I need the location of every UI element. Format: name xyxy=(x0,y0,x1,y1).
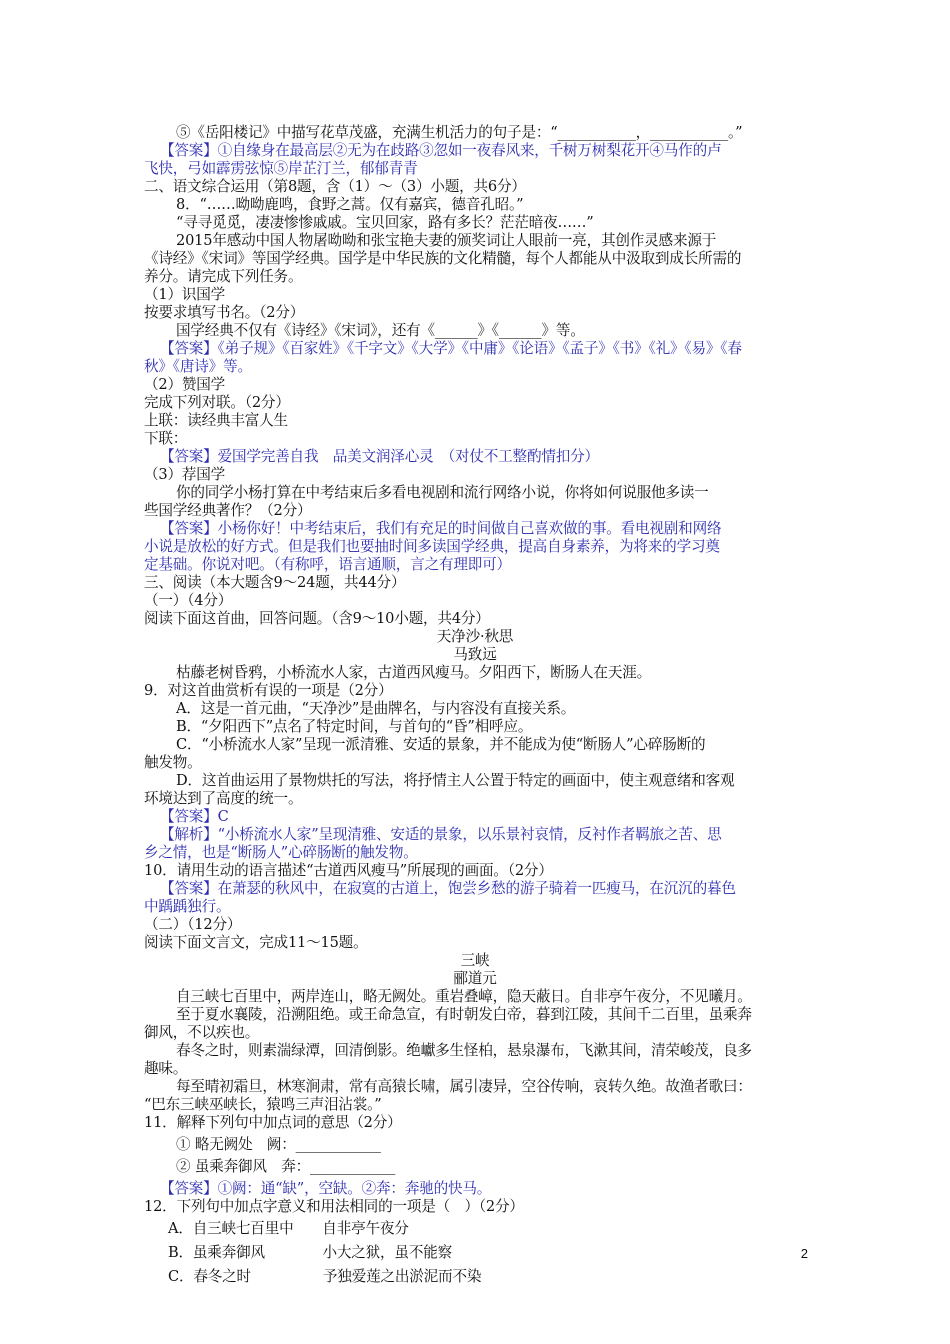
text-line: 阅读下面这首曲，回答问题。（含9～10小题，共4分） xyxy=(144,610,490,627)
passage-text: 春冬之时，则素湍绿潭，回清倒影。绝巘多生怪柏，悬泉瀑布，飞漱其间，清荣峻茂，良多 xyxy=(176,1042,752,1059)
text-line: 8．“……呦呦鹿鸣，食野之蒿。仅有嘉宾，德音孔昭。” xyxy=(176,196,524,213)
passage-author: 郦道元 xyxy=(453,970,497,987)
option-a: A．这是一首元曲，“天净沙”是曲牌名，与内容没有直接关系。 xyxy=(176,700,576,717)
answer-line: 小说是放松的好方式。但是我们也要抽时间多读国学经典，提高自身素养，为将来的学习奠 xyxy=(144,538,720,555)
text-line: 下联： xyxy=(144,430,188,447)
analysis-line: 【解析】“小桥流水人家”呈现清雅、安适的景象，以乐景衬哀情，反衬作者羁旅之苦、思 xyxy=(160,826,722,843)
subsection-heading: （2）赞国学 xyxy=(144,376,226,393)
question-11-item: ① 略无阙处 阙：____________ xyxy=(176,1136,381,1153)
answer-line: 【答案】《弟子规》《百家姓》《千字文》《大学》《中庸》《论语》《孟子》《书》《礼》《易》《春 xyxy=(160,340,742,357)
answer-line: 中踽踽独行。 xyxy=(144,898,231,915)
section-heading: 二、语文综合运用（第8题，含（1）～（3）小题，共6分） xyxy=(144,178,526,195)
text-line: 国学经典不仅有《诗经》《宋词》，还有《______》《______》等。 xyxy=(176,322,585,339)
passage-text: “巴东三峡巫峡长，猿鸣三声泪沾裳。” xyxy=(144,1096,382,1113)
text-line: 《诗经》《宋词》等国学经典。国学是中华民族的文化精髓，每个人都能从中汲取到成长所需的 xyxy=(144,250,742,267)
question-10: 10．请用生动的语言描述“古道西风瘦马”所展现的画面。（2分） xyxy=(144,862,553,879)
page-number: 2 xyxy=(800,1246,808,1261)
text-line: 完成下列对联。（2分） xyxy=(144,394,290,411)
answer-line: 【答案】①自缘身在最高层②无为在歧路③忽如一夜春风来，千树万树梨花开④马作的卢 xyxy=(160,142,722,159)
passage-text: 至于夏水襄陵，沿溯阻绝。或王命急宣，有时朝发白帝，暮到江陵，其间千二百里，虽乘奔 xyxy=(176,1006,752,1023)
answer-line: 【答案】小杨你好！中考结束后，我们有充足的时间做自己喜欢做的事。看电视剧和网络 xyxy=(160,520,722,537)
section-heading: 三、阅读（本大题含9～24题，共44分） xyxy=(144,574,406,591)
question-11-item: ② 虽乘奔御风 奔：____________ xyxy=(176,1158,396,1175)
text-line: 上联：读经典丰富人生 xyxy=(144,412,288,429)
text-line: “寻寻觅觅，凄凄惨惨戚戚。宝贝回家，路有多长？茫茫暗夜……” xyxy=(176,214,594,231)
answer-line: 【答案】C xyxy=(160,808,229,825)
option-a: A．自三峡七百里中 自非亭午夜分 xyxy=(168,1220,409,1237)
passage-text: 自三峡七百里中，两岸连山，略无阙处。重岩叠嶂，隐天蔽日。自非亭午夜分，不见曦月。 xyxy=(176,988,752,1005)
text-line: 你的同学小杨打算在中考结束后多看电视剧和流行网络小说，你将如何说服他多读一 xyxy=(176,484,709,501)
option-d: D．这首曲运用了景物烘托的写法，将抒情主人公置于特定的画面中，使主观意绪和客观 xyxy=(176,772,735,789)
option-c-cont: 触发物。 xyxy=(144,754,202,771)
text-line: ⑤《岳阳楼记》中描写花草茂盛，充满生机活力的句子是：“___________，___________。” xyxy=(176,124,743,141)
analysis-line: 乡之情，也是“断肠人”心碎肠断的触发物。 xyxy=(144,844,418,861)
answer-line: 秋》《唐诗》等。 xyxy=(144,358,252,375)
option-c: C．“小桥流水人家”呈现一派清雅、安适的景象，并不能成为使“断肠人”心碎肠断的 xyxy=(176,736,706,753)
subsection-heading: （二）（12分） xyxy=(144,916,242,933)
answer-line: 【答案】爱国学完善自我 品美文润泽心灵 （对仗不工整酌情扣分） xyxy=(160,448,599,465)
passage-text: 御风，不以疾也。 xyxy=(144,1024,260,1041)
answer-line: 【答案】①阙：通“缺”，空缺。②奔：奔驰的快马。 xyxy=(160,1180,492,1197)
passage-text: 每至晴初霜旦，林寒涧肃，常有高猿长啸，属引凄异，空谷传响，哀转久绝。故渔者歌曰： xyxy=(176,1078,752,1095)
poem-title: 天净沙·秋思 xyxy=(436,628,514,645)
text-line: 些国学经典著作？（2分） xyxy=(144,502,312,519)
subsection-heading: （3）荐国学 xyxy=(144,466,226,483)
answer-line: 定基础。你说对吧。（有称呼，语言通顺，言之有理即可） xyxy=(144,556,511,573)
answer-line: 【答案】在萧瑟的秋风中，在寂寞的古道上，饱尝乡愁的游子骑着一匹瘦马，在沉沉的暮色 xyxy=(160,880,736,897)
text-line: 阅读下面文言文，完成11～15题。 xyxy=(144,934,368,951)
text-line: 养分。请完成下列任务。 xyxy=(144,268,303,285)
poem-author: 马致远 xyxy=(453,646,497,663)
subsection-heading: （1）识国学 xyxy=(144,286,226,303)
question-11: 11．解释下列句中加点词的意思（2分） xyxy=(144,1114,402,1131)
poem-text: 枯藤老树昏鸦，小桥流水人家，古道西风瘦马。夕阳西下，断肠人在天涯。 xyxy=(176,664,651,681)
text-line: 2015年感动中国人物屠呦呦和张宝艳夫妻的颁奖词让人眼前一亮，其创作灵感来源于 xyxy=(176,232,717,249)
option-b: B．“夕阳西下”点名了特定时间，与首句的“昏”相呼应。 xyxy=(176,718,533,735)
answer-line: 飞快，弓如霹雳弦惊⑤岸芷汀兰，郁郁青青 xyxy=(144,160,418,177)
option-c: C．春冬之时 予独爱莲之出淤泥而不染 xyxy=(168,1268,482,1285)
subsection-heading: （一）（4分） xyxy=(144,592,233,609)
passage-title: 三峡 xyxy=(460,952,490,969)
text-line: 按要求填写书名。（2分） xyxy=(144,304,305,321)
question-9: 9．对这首曲赏析有误的一项是（2分） xyxy=(144,682,393,699)
option-b: B．虽乘奔御风 小大之狱，虽不能察 xyxy=(168,1244,453,1261)
option-d-cont: 环境达到了高度的统一。 xyxy=(144,790,303,807)
passage-text: 趣味。 xyxy=(144,1060,188,1077)
question-12: 12．下列句中加点字意义和用法相同的一项是（ ）（2分） xyxy=(144,1198,524,1215)
